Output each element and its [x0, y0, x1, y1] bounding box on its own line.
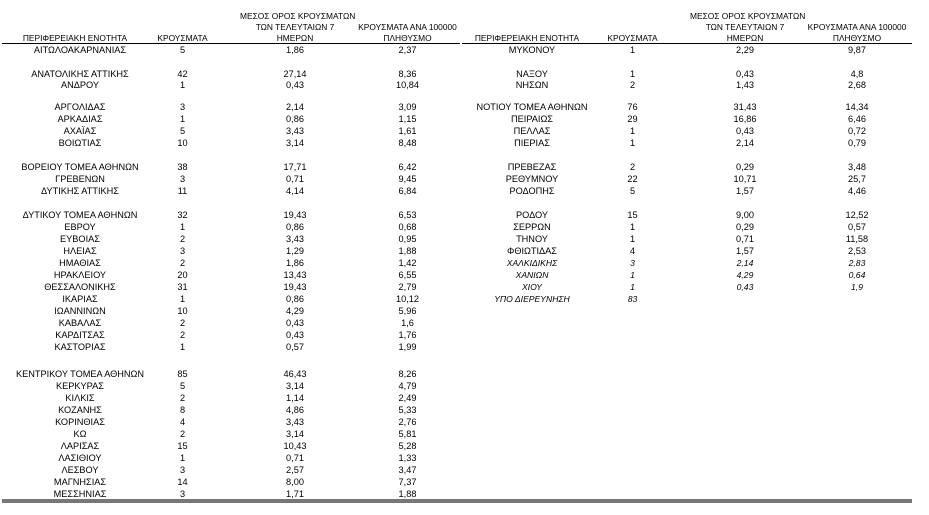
left-row-cases: 5: [179, 126, 186, 136]
right-row-region: ΠΡΕΒΕΖΑΣ: [507, 162, 557, 172]
left-row-avg: 0,86: [286, 294, 304, 304]
left-row-per100k: 5,28: [398, 441, 417, 451]
right-row-per100k: 14,34: [845, 102, 869, 112]
right-row-cases: 4: [629, 246, 636, 256]
left-row-region: ΕΒΡΟΥ: [64, 222, 96, 232]
left-row-region: ΗΛΕΙΑΣ: [63, 246, 97, 256]
left-row-region: ΜΕΣΣΗΝΙΑΣ: [53, 489, 107, 499]
right-row-avg: 1,57: [736, 186, 754, 196]
right-row-avg: 1,57: [736, 246, 754, 256]
left-row-avg: 3,43: [286, 234, 304, 244]
left-row-per100k: 6,42: [398, 162, 417, 172]
left-row-avg: 2,14: [286, 102, 304, 112]
left-row-cases: 2: [179, 330, 186, 340]
left-row-region: ΑΝΑΤΟΛΙΚΗΣ ΑΤΤΙΚΗΣ: [31, 69, 129, 79]
right-row-region: ΧΑΝΙΩΝ: [515, 270, 549, 280]
left-row-per100k: 2,49: [398, 393, 417, 403]
left-row-avg: 4,29: [286, 306, 304, 316]
left-row-cases: 1: [179, 222, 186, 232]
left-row-avg: 1,86: [286, 45, 304, 55]
header-right-avg-1: ΜΕΣΟΣ ΟΡΟΣ ΚΡΟΥΣΜΑΤΩΝ: [690, 11, 806, 21]
left-row-per100k: 0,68: [398, 222, 417, 232]
right-row-avg: 1,43: [736, 80, 754, 90]
header-right-per100k-1: ΚΡΟΥΣΜΑΤΑ ΑΝΑ 100000: [807, 22, 907, 32]
left-row-cases: 10: [177, 306, 188, 316]
left-row-per100k: 6,55: [398, 270, 417, 280]
right-row-avg: 0,29: [736, 222, 754, 232]
left-row-per100k: 1,61: [398, 126, 417, 136]
right-row-cases: 76: [627, 102, 638, 112]
right-row-region: ΧΑΛΚΙΔΙΚΗΣ: [506, 258, 558, 268]
left-row-region: ΛΕΣΒΟΥ: [61, 465, 99, 475]
left-row-cases: 15: [177, 441, 188, 451]
left-row-cases: 2: [179, 258, 186, 268]
right-row-region: ΦΘΙΩΤΙΔΑΣ: [506, 246, 557, 256]
right-row-avg: 0,71: [736, 234, 754, 244]
left-row-per100k: 10,84: [396, 80, 419, 90]
header-left-cases: ΚΡΟΥΣΜΑΤΑ: [157, 33, 208, 43]
left-row-per100k: 1,15: [398, 114, 417, 124]
left-row-cases: 1: [179, 342, 186, 352]
left-row-cases: 5: [179, 45, 186, 55]
left-row-per100k: 2,37: [398, 45, 417, 55]
right-row-per100k: 6,46: [848, 114, 866, 124]
right-row-avg: 10,71: [733, 174, 757, 184]
left-row-avg: 4,14: [286, 186, 304, 196]
left-row-avg: 46,43: [283, 369, 307, 379]
left-row-avg: 1,86: [286, 258, 304, 268]
left-row-cases: 10: [177, 138, 188, 148]
right-row-region: ΧΙΟΥ: [521, 282, 543, 292]
left-row-region: ΕΥΒΟΙΑΣ: [60, 234, 100, 244]
left-row-per100k: 1,42: [398, 258, 417, 268]
left-row-region: ΒΟΡΕΙΟΥ ΤΟΜΕΑ ΑΘΗΝΩΝ: [21, 162, 139, 172]
header-right-avg-3: ΗΜΕΡΩΝ: [726, 33, 764, 43]
header-underline-left: [2, 43, 460, 44]
left-row-region: ΗΡΑΚΛΕΙΟΥ: [53, 270, 107, 280]
header-left-avg-3: ΗΜΕΡΩΝ: [276, 33, 314, 43]
right-row-avg: 0,43: [736, 126, 754, 136]
left-row-avg: 0,86: [286, 114, 304, 124]
header-underline-right: [462, 43, 912, 44]
right-row-per100k: 3,48: [848, 162, 866, 172]
left-row-per100k: 10,12: [396, 294, 419, 304]
left-row-per100k: 6,53: [398, 210, 417, 220]
left-row-region: ΒΟΙΩΤΙΑΣ: [58, 138, 102, 148]
left-row-region: ΚΩ: [73, 429, 87, 439]
left-row-per100k: 1,88: [398, 246, 417, 256]
left-row-per100k: 3,47: [398, 465, 417, 475]
left-row-region: ΙΩΑΝΝΙΝΩΝ: [54, 306, 106, 316]
left-row-cases: 1: [179, 114, 186, 124]
left-row-region: ΓΡΕΒΕΝΩΝ: [55, 174, 105, 184]
left-row-cases: 2: [179, 318, 186, 328]
left-row-avg: 3,43: [286, 417, 304, 427]
left-row-avg: 3,14: [286, 138, 304, 148]
right-row-cases: 5: [629, 186, 636, 196]
right-row-avg: 2,14: [736, 258, 754, 268]
left-row-avg: 0,86: [286, 222, 304, 232]
left-row-cases: 31: [177, 282, 188, 292]
header-right-avg-2: ΤΩΝ ΤΕΛΕΥΤΑΙΩΝ 7: [705, 22, 785, 32]
left-row-region: ΑΙΤΩΛΟΑΚΑΡΝΑΝΙΑΣ: [33, 45, 127, 55]
right-row-avg: 4,29: [736, 270, 754, 280]
right-row-per100k: 0,72: [848, 126, 866, 136]
right-row-cases: 1: [630, 270, 635, 280]
right-row-cases: 2: [629, 162, 636, 172]
right-row-region: ΡΟΔΟΥ: [515, 210, 548, 220]
left-row-cases: 14: [177, 477, 188, 487]
left-row-avg: 1,29: [286, 246, 304, 256]
header-right-region: ΠΕΡΙΦΕΡΕΙΑΚΗ ΕΝΟΤΗΤΑ: [474, 33, 580, 43]
header-left-per100k-2: ΠΛΗΘΥΣΜΟ: [383, 33, 432, 43]
right-row-avg: 9,00: [736, 210, 754, 220]
left-row-region: ΗΜΑΘΙΑΣ: [59, 258, 101, 268]
right-row-cases: 1: [629, 222, 636, 232]
left-row-cases: 11: [177, 186, 188, 196]
left-row-cases: 3: [179, 246, 186, 256]
right-row-cases: 3: [630, 258, 635, 268]
right-row-cases: 22: [627, 174, 638, 184]
right-row-cases: 29: [627, 114, 638, 124]
header-left-region: ΠΕΡΙΦΕΡΕΙΑΚΗ ΕΝΟΤΗΤΑ: [22, 33, 128, 43]
left-row-per100k: 9,45: [398, 174, 417, 184]
left-row-cases: 2: [179, 429, 186, 439]
header-right-cases: ΚΡΟΥΣΜΑΤΑ: [607, 33, 658, 43]
right-row-avg: 16,86: [733, 114, 757, 124]
left-row-per100k: 1,76: [398, 330, 417, 340]
header-left-avg-1: ΜΕΣΟΣ ΟΡΟΣ ΚΡΟΥΣΜΑΤΩΝ: [240, 11, 356, 21]
left-row-cases: 1: [179, 80, 186, 90]
right-row-region: ΜΥΚΟΝΟΥ: [508, 45, 556, 55]
right-row-avg: 31,43: [733, 102, 757, 112]
left-row-per100k: 0,95: [398, 234, 417, 244]
left-row-per100k: 5,81: [398, 429, 417, 439]
right-row-cases: 1: [629, 138, 636, 148]
right-row-cases: 1: [630, 282, 635, 292]
left-row-avg: 10,43: [283, 441, 307, 451]
left-row-cases: 1: [179, 294, 186, 304]
left-row-region: ΑΧΑΪΑΣ: [63, 126, 97, 136]
left-row-avg: 1,14: [286, 393, 304, 403]
right-row-per100k: 2,83: [848, 258, 866, 268]
left-row-cases: 32: [177, 210, 188, 220]
header-left-avg-2: ΤΩΝ ΤΕΛΕΥΤΑΙΩΝ 7: [255, 22, 335, 32]
right-row-region: ΠΙΕΡΙΑΣ: [514, 138, 550, 148]
right-row-region: ΤΗΝΟΥ: [516, 234, 548, 244]
left-row-avg: 0,71: [286, 453, 304, 463]
right-row-avg: 2,14: [736, 138, 754, 148]
left-row-per100k: 6,84: [398, 186, 417, 196]
left-row-per100k: 8,36: [398, 69, 417, 79]
left-row-region: ΚΕΡΚΥΡΑΣ: [56, 381, 104, 391]
left-row-avg: 13,43: [283, 270, 307, 280]
left-row-per100k: 1,88: [398, 489, 417, 499]
left-row-cases: 3: [179, 465, 186, 475]
left-row-region: ΚΕΝΤΡΙΚΟΥ ΤΟΜΕΑ ΑΘΗΝΩΝ: [15, 369, 145, 379]
left-row-region: ΔΥΤΙΚΟΥ ΤΟΜΕΑ ΑΘΗΝΩΝ: [22, 210, 138, 220]
right-row-per100k: 25,7: [848, 174, 866, 184]
left-row-avg: 2,57: [286, 465, 304, 475]
left-row-avg: 0,43: [286, 318, 304, 328]
left-row-per100k: 2,79: [398, 282, 417, 292]
header-left-per100k-1: ΚΡΟΥΣΜΑΤΑ ΑΝΑ 100000: [358, 22, 457, 32]
left-row-avg: 0,43: [286, 330, 304, 340]
left-row-region: ΘΕΣΣΑΛΟΝΙΚΗΣ: [44, 282, 116, 292]
left-row-region: ΚΙΛΚΙΣ: [65, 393, 95, 403]
left-row-region: ΑΡΚΑΔΙΑΣ: [57, 114, 103, 124]
right-row-per100k: 0,57: [848, 222, 866, 232]
left-row-region: ΙΚΑΡΙΑΣ: [62, 294, 98, 304]
left-row-avg: 8,00: [286, 477, 304, 487]
left-row-cases: 1: [179, 453, 186, 463]
left-row-cases: 2: [179, 234, 186, 244]
right-row-per100k: 2,68: [848, 80, 866, 90]
right-row-avg: 0,29: [736, 162, 754, 172]
left-row-cases: 3: [179, 489, 186, 499]
left-row-per100k: 1,6: [401, 318, 414, 328]
left-row-cases: 20: [177, 270, 188, 280]
right-row-cases: 15: [627, 210, 638, 220]
left-row-cases: 8: [179, 405, 186, 415]
right-row-region: ΝΑΞΟΥ: [516, 69, 548, 79]
right-row-region: ΡΕΘΥΜΝΟΥ: [505, 174, 559, 184]
left-row-cases: 5: [179, 381, 186, 391]
left-row-avg: 19,43: [283, 282, 307, 292]
left-row-cases: 4: [179, 417, 186, 427]
right-row-per100k: 4,46: [848, 186, 866, 196]
left-row-region: ΔΥΤΙΚΗΣ ΑΤΤΙΚΗΣ: [41, 186, 119, 196]
right-row-avg: 0,43: [736, 282, 754, 292]
right-row-region: ΡΟΔΟΠΗΣ: [509, 186, 555, 196]
left-row-region: ΑΡΓΟΛΙΔΑΣ: [54, 102, 106, 112]
left-row-region: ΚΑΡΔΙΤΣΑΣ: [55, 330, 105, 340]
left-row-region: ΛΑΣΙΘΙΟΥ: [58, 453, 102, 463]
left-row-avg: 17,71: [283, 162, 307, 172]
right-row-cases: 2: [629, 80, 636, 90]
right-row-region: ΝΗΣΩΝ: [515, 80, 549, 90]
left-row-per100k: 8,26: [398, 369, 417, 379]
left-row-region: ΜΑΓΝΗΣΙΑΣ: [53, 477, 107, 487]
right-row-per100k: 12,52: [845, 210, 869, 220]
left-row-avg: 1,71: [286, 489, 304, 499]
right-row-avg: 2,29: [736, 45, 754, 55]
right-row-per100k: 11,58: [845, 234, 869, 244]
right-row-per100k: 0,79: [848, 138, 866, 148]
left-row-per100k: 8,48: [398, 138, 417, 148]
header-right-per100k-2: ΠΛΗΘΥΣΜΟ: [832, 33, 882, 43]
left-row-cases: 85: [177, 369, 188, 379]
left-row-cases: 3: [179, 102, 186, 112]
right-row-region: ΠΕΛΛΑΣ: [513, 126, 551, 136]
left-row-per100k: 7,37: [398, 477, 417, 487]
left-row-per100k: 1,33: [398, 453, 417, 463]
right-row-per100k: 0,64: [848, 270, 866, 280]
left-row-region: ΑΝΔΡΟΥ: [60, 80, 99, 90]
right-row-per100k: 4,8: [850, 69, 864, 79]
right-row-per100k: 9,87: [848, 45, 866, 55]
right-row-region: ΠΕΙΡΑΙΩΣ: [511, 114, 553, 124]
left-row-cases: 2: [179, 393, 186, 403]
right-row-cases: 83: [627, 294, 638, 304]
right-row-region: ΥΠΟ ΔΙΕΡΕΥΝΗΣΗ: [494, 294, 570, 304]
right-row-region: ΣΕΡΡΩΝ: [513, 222, 551, 232]
left-row-region: ΛΑΡΙΣΑΣ: [60, 441, 100, 451]
left-row-region: ΚΟΖΑΝΗΣ: [58, 405, 102, 415]
left-row-avg: 4,86: [286, 405, 304, 415]
left-row-avg: 3,43: [286, 126, 304, 136]
right-row-region: ΝΟΤΙΟΥ ΤΟΜΕΑ ΑΘΗΝΩΝ: [476, 102, 588, 112]
right-row-cases: 1: [629, 69, 636, 79]
left-row-avg: 3,14: [286, 429, 304, 439]
left-row-avg: 3,14: [286, 381, 304, 391]
left-row-per100k: 5,96: [398, 306, 417, 316]
left-row-avg: 0,43: [286, 80, 304, 90]
left-row-avg: 27,14: [283, 69, 307, 79]
right-row-cases: 1: [629, 126, 636, 136]
left-row-avg: 19,43: [283, 210, 307, 220]
left-row-cases: 38: [177, 162, 188, 172]
left-row-per100k: 5,33: [398, 405, 417, 415]
right-row-avg: 0,43: [736, 69, 754, 79]
left-row-per100k: 3,09: [398, 102, 417, 112]
right-row-cases: 1: [629, 45, 636, 55]
left-row-region: ΚΑΒΑΛΑΣ: [58, 318, 102, 328]
left-row-cases: 3: [179, 174, 186, 184]
right-row-per100k: 1,9: [851, 282, 863, 292]
right-row-cases: 1: [629, 234, 636, 244]
left-row-cases: 42: [177, 69, 188, 79]
bottom-rule: [2, 499, 912, 503]
left-row-avg: 0,71: [286, 174, 304, 184]
right-row-per100k: 2,53: [848, 246, 866, 256]
left-row-per100k: 4,79: [398, 381, 417, 391]
left-row-avg: 0,57: [286, 342, 304, 352]
left-row-per100k: 1,99: [398, 342, 417, 352]
left-row-region: ΚΑΣΤΟΡΙΑΣ: [54, 342, 106, 352]
left-row-region: ΚΟΡΙΝΘΙΑΣ: [55, 417, 105, 427]
left-row-per100k: 2,76: [398, 417, 417, 427]
